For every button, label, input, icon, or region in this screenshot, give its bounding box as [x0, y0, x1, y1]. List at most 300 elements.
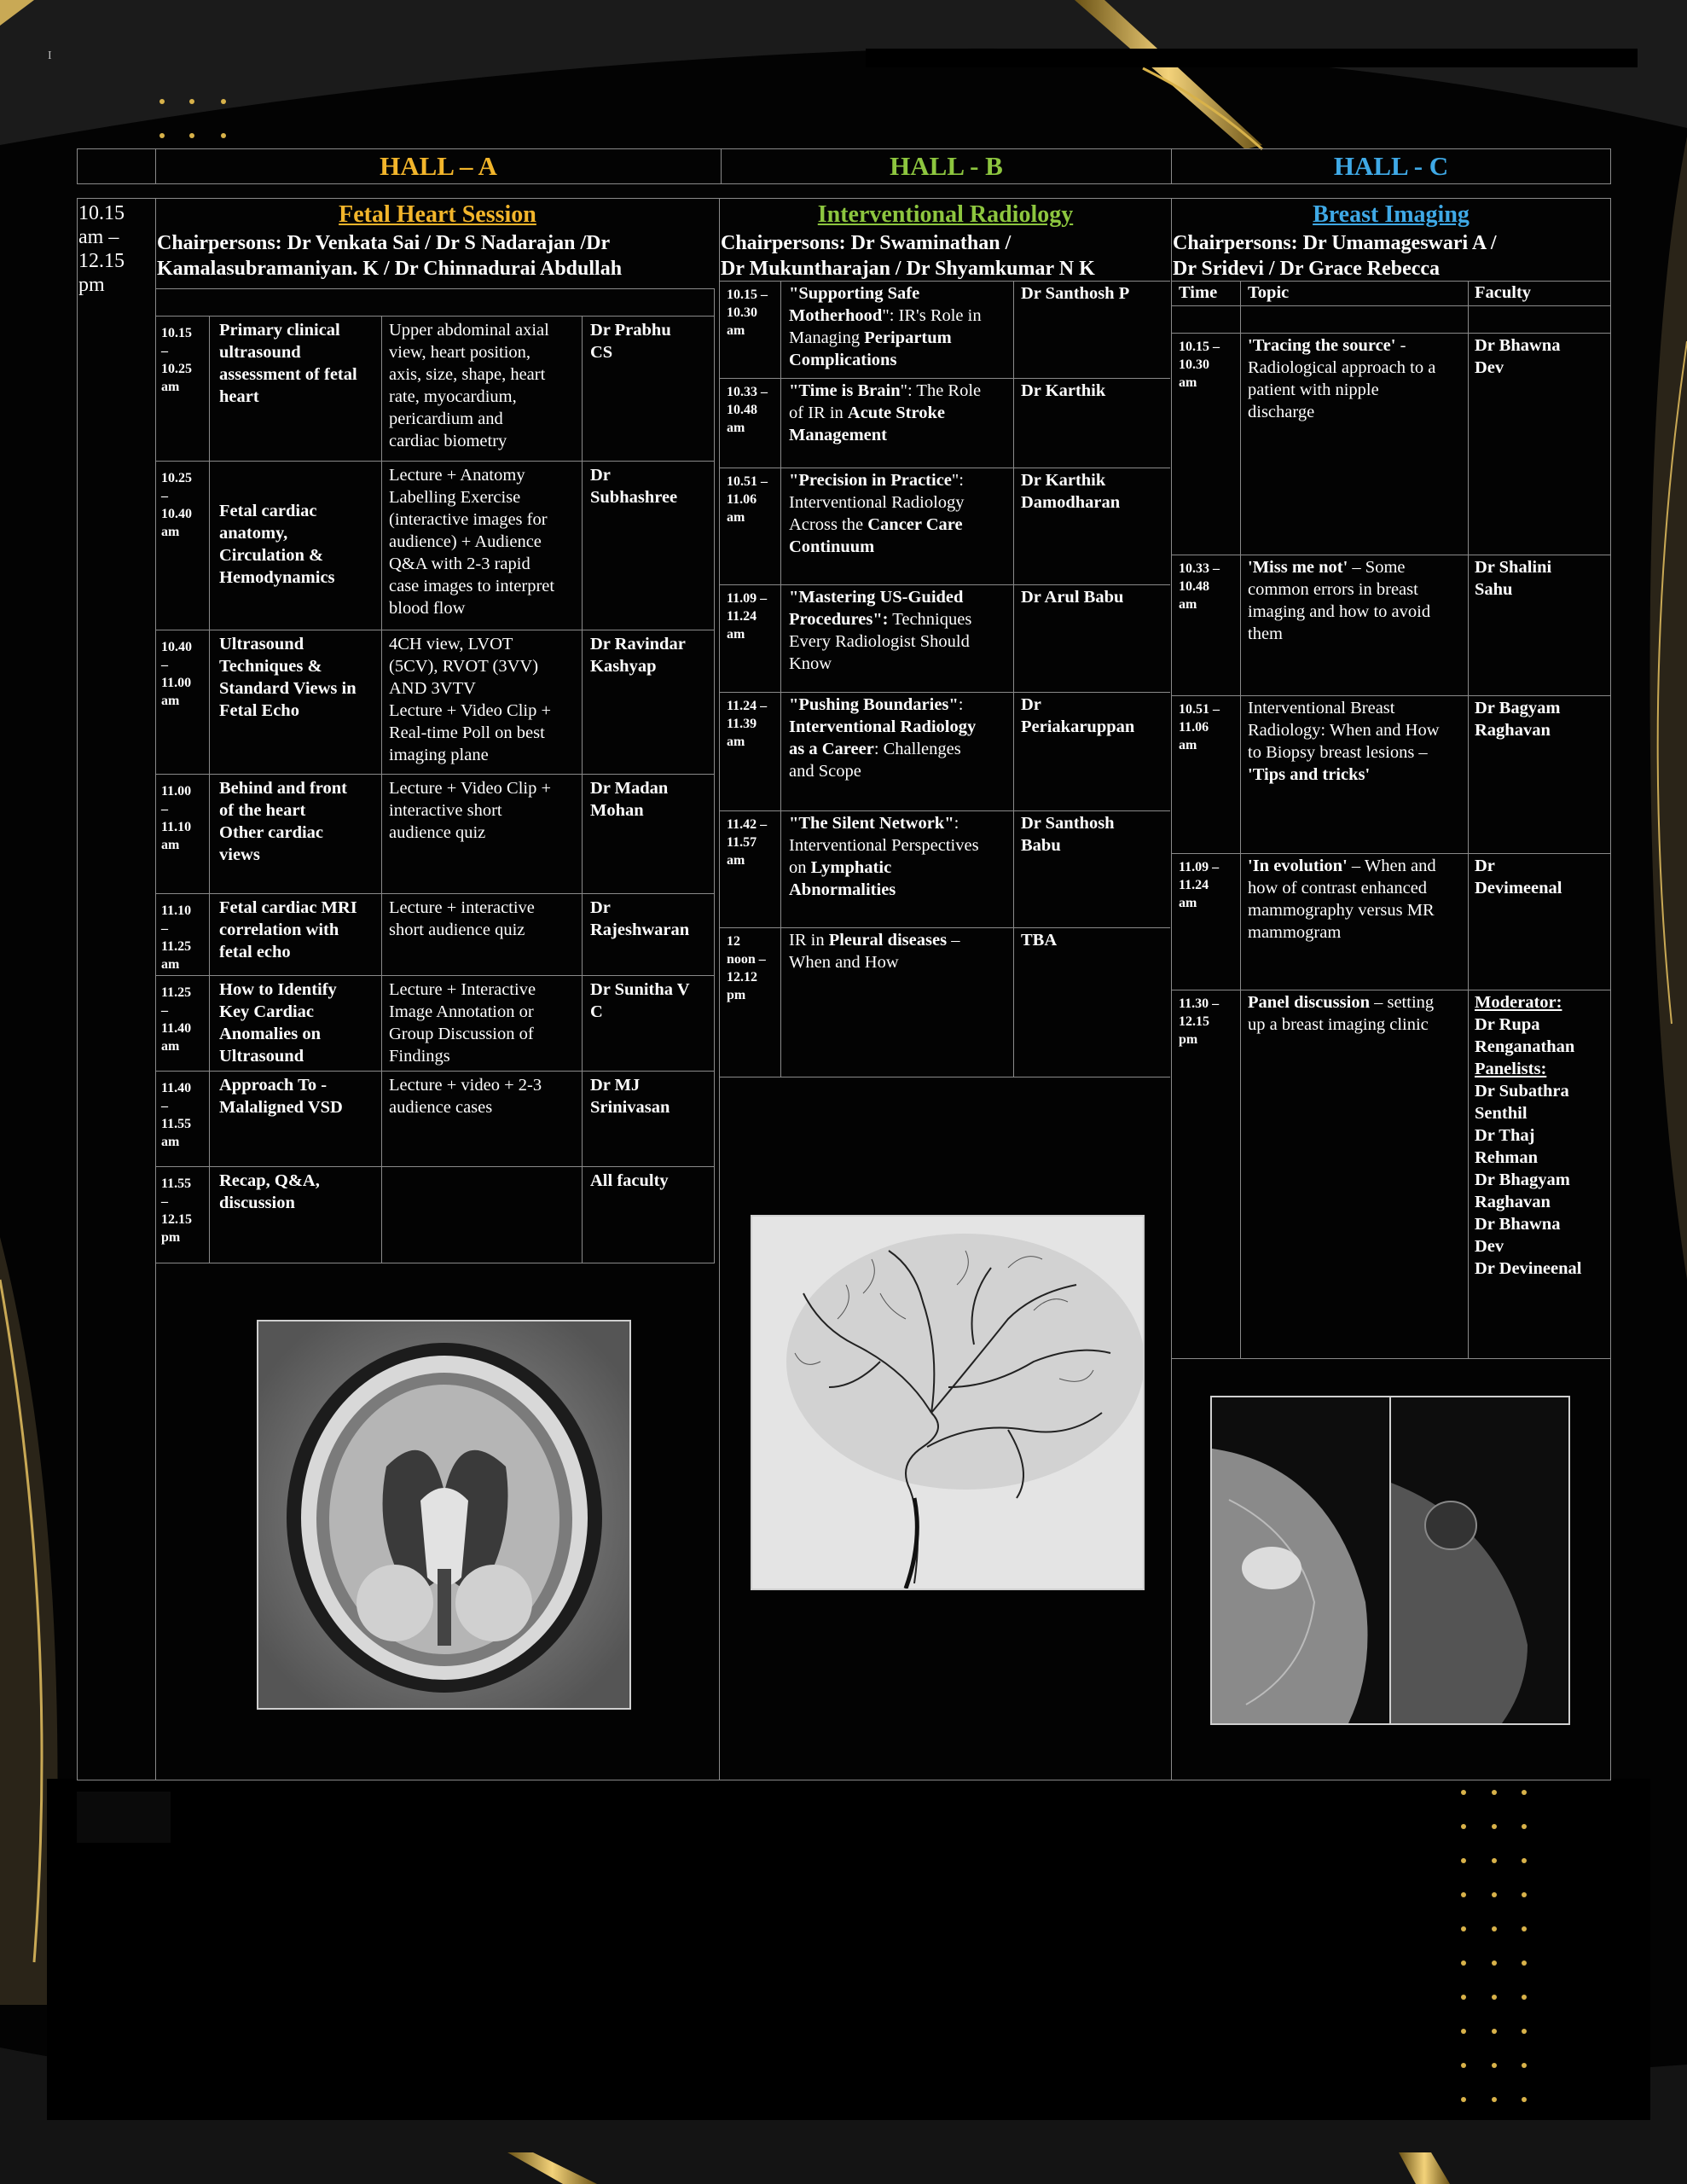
- text-line: pm: [727, 988, 746, 1002]
- text-line: When and How: [789, 953, 899, 972]
- text-line: 11.06: [727, 492, 757, 507]
- slot-faculty: [1021, 929, 1170, 951]
- text-line: 11.25: [161, 939, 192, 954]
- text-line: Procedures": Techniques: [789, 610, 972, 629]
- column-divider: [1468, 281, 1469, 1358]
- slot-topic: [789, 812, 1012, 901]
- text-line: 10.25: [161, 362, 192, 376]
- text-line: Interventional Breast: [1248, 699, 1395, 717]
- text-line: Fetal Echo: [219, 701, 299, 720]
- slot-topic: [789, 929, 1012, 973]
- slot-time: [1179, 995, 1219, 1048]
- chair-line: Dr Mukuntharajan / Dr Shyamkumar N K: [721, 258, 1095, 280]
- hall-a-session-title: Fetal Heart Session: [339, 201, 536, 228]
- text-line: patient with nipple: [1248, 380, 1379, 399]
- text-line: Dr Arul Babu: [1021, 588, 1124, 607]
- text-line: 4CH view, LVOT: [389, 635, 513, 653]
- slot-time: [161, 469, 192, 541]
- text-line: –: [161, 1003, 168, 1018]
- text-line: am: [161, 694, 180, 708]
- text-line: Findings: [389, 1047, 450, 1066]
- text-line: Dr Santhosh P: [1021, 284, 1130, 303]
- text-line: Fetal cardiac MRI: [219, 898, 357, 917]
- slot-format: [389, 777, 581, 844]
- text-line: Dr Karthik: [1021, 381, 1106, 400]
- text-line: anatomy,: [219, 524, 288, 543]
- slot-faculty: [590, 979, 710, 1023]
- column-divider: [780, 281, 781, 1077]
- text-line: pm: [1179, 1032, 1198, 1047]
- text-line: "Time is Brain": The Role: [789, 381, 982, 400]
- slot-time: [727, 816, 767, 869]
- text-line: pericardium and: [389, 410, 503, 428]
- slot-topic: [219, 1074, 380, 1118]
- text-line: to Biopsy breast lesions –: [1248, 743, 1428, 762]
- text-line: Radiology: When and How: [1248, 721, 1440, 740]
- text-line: "Supporting Safe: [789, 284, 920, 303]
- text-line: Anomalies on: [219, 1025, 322, 1043]
- text-line: Real-time Poll on best: [389, 723, 545, 742]
- text-line: C: [590, 1002, 603, 1021]
- session-time: [78, 201, 125, 297]
- slot-faculty: [590, 1170, 710, 1192]
- slot-time: [727, 590, 767, 643]
- slot-topic: [219, 633, 380, 722]
- text-line: 12.15: [161, 1212, 192, 1227]
- text-line: discharge: [1248, 403, 1315, 421]
- cerebral-angiogram-image: [751, 1215, 1145, 1590]
- text-line: Senthil: [1475, 1104, 1528, 1123]
- text-line: 10.40: [161, 507, 192, 521]
- text-line: 10.33 –: [727, 385, 768, 399]
- text-line: Hemodynamics: [219, 568, 335, 587]
- slot-faculty: [1021, 282, 1170, 305]
- text-line: All faculty: [590, 1171, 669, 1190]
- text-line: 10.15 –: [1179, 340, 1220, 354]
- text-line: Dr Bagyam: [1475, 699, 1561, 717]
- text-line: Rajeshwaran: [590, 921, 690, 939]
- chair-line: Chairpersons: Dr Swaminathan /: [721, 232, 1012, 254]
- text-line: 'In evolution' – When and: [1248, 857, 1436, 875]
- text-line: 11.57: [727, 835, 757, 850]
- slot-time: [727, 473, 768, 526]
- text-line: Dr Rupa: [1475, 1015, 1540, 1034]
- text-line: (5CV), RVOT (3VV): [389, 657, 539, 676]
- text-line: 11.09 –: [727, 591, 768, 606]
- page-mark: I: [48, 49, 52, 62]
- text-line: IR in Pleural diseases –: [789, 931, 960, 950]
- text-line: Lecture + Video Clip +: [389, 701, 552, 720]
- text-line: Dev: [1475, 358, 1504, 377]
- row-divider: [1172, 281, 1610, 282]
- text-line: Moderator:: [1475, 993, 1562, 1012]
- text-line: Dr: [1475, 857, 1495, 875]
- text-line: Lecture + Video Clip +: [389, 779, 552, 798]
- text-line: 10.51 –: [1179, 702, 1220, 717]
- text-line: Dr Ravindar: [590, 635, 686, 653]
- text-line: Recap, Q&A,: [219, 1171, 320, 1190]
- text-line: on Lymphatic: [789, 858, 892, 877]
- text-line: audience cases: [389, 1098, 493, 1117]
- text-line: pm: [161, 1230, 181, 1245]
- slot-topic: [1248, 855, 1468, 944]
- slot-topic: [1248, 991, 1468, 1036]
- slot-faculty: [1475, 556, 1609, 601]
- text-line: (interactive images for: [389, 510, 548, 529]
- text-line: –: [161, 1099, 168, 1113]
- text-line: 11.39: [727, 717, 757, 731]
- column-divider: [209, 316, 210, 1263]
- text-line: common errors in breast: [1248, 580, 1418, 599]
- text-line: how of contrast enhanced: [1248, 879, 1428, 897]
- text-line: imaging plane: [389, 746, 489, 764]
- text-line: Mohan: [590, 801, 644, 820]
- hall-c-session-title: Breast Imaging: [1313, 201, 1470, 228]
- slot-faculty: [1021, 380, 1170, 402]
- text-line: AND 3VTV: [389, 679, 476, 698]
- slot-time: [161, 1175, 192, 1246]
- text-line: 'Miss me not' – Some: [1248, 558, 1406, 577]
- column-divider: [381, 316, 382, 1263]
- text-line: imaging and how to avoid: [1248, 602, 1431, 621]
- text-line: Techniques &: [219, 657, 322, 676]
- slot-faculty: [1021, 694, 1170, 738]
- chair-line: Dr Sridevi / Dr Grace Rebecca: [1173, 258, 1441, 280]
- slot-topic: [1248, 697, 1468, 786]
- slot-faculty: [590, 633, 710, 677]
- slot-time: [1179, 560, 1220, 613]
- text-line: 10.15 –: [727, 288, 768, 302]
- text-line: view, heart position,: [389, 343, 531, 362]
- text-line: TBA: [1021, 931, 1058, 950]
- text-line: Ultrasound: [219, 1047, 304, 1066]
- slot-time: [161, 902, 191, 973]
- text-line: Dr Subathra: [1475, 1082, 1569, 1101]
- text-line: Lecture + Anatomy: [389, 466, 525, 485]
- text-line: Damodharan: [1021, 493, 1121, 512]
- text-line: am: [727, 627, 745, 642]
- text-line: noon –: [727, 952, 766, 967]
- slot-time: [727, 697, 767, 751]
- slot-time: [727, 286, 768, 340]
- session-time-line: am –: [78, 226, 119, 248]
- row-divider: [720, 927, 1170, 928]
- text-line: Interventional Radiology: [789, 717, 977, 736]
- text-line: Group Discussion of: [389, 1025, 534, 1043]
- fetal-brain-mri-image: [257, 1320, 631, 1710]
- text-line: audience) + Audience: [389, 532, 542, 551]
- text-line: views: [219, 845, 260, 864]
- row-divider: [720, 584, 1170, 585]
- slot-time: [161, 324, 192, 396]
- text-line: Dr Karthik: [1021, 471, 1106, 490]
- text-line: am: [1179, 375, 1197, 390]
- text-line: Managing Peripartum: [789, 328, 952, 347]
- text-line: Dr Thaj: [1475, 1126, 1535, 1145]
- text-line: Continuum: [789, 537, 875, 556]
- text-line: Upper abdominal axial: [389, 321, 549, 340]
- text-line: Key Cardiac: [219, 1002, 315, 1021]
- session-time-line: 12.15: [78, 250, 125, 272]
- text-line: 10.48: [1179, 579, 1209, 594]
- hall-c-chairpersons: [1173, 230, 1497, 282]
- text-line: Know: [789, 654, 832, 673]
- slot-time: [161, 1079, 191, 1151]
- text-line: Approach To -: [219, 1076, 328, 1095]
- slot-faculty: [590, 319, 710, 363]
- text-line: ultrasound: [219, 343, 301, 362]
- text-line: Dr Shalini: [1475, 558, 1552, 577]
- slot-format: [389, 897, 581, 941]
- row-divider: [156, 1166, 715, 1167]
- hall-b-session-title: Interventional Radiology: [817, 201, 1074, 228]
- text-line: Circulation &: [219, 546, 324, 565]
- slot-faculty: [1021, 469, 1170, 514]
- slot-faculty: [1475, 697, 1609, 741]
- slot-format: [389, 633, 581, 766]
- text-line: heart: [219, 387, 259, 406]
- text-line: –: [161, 658, 168, 672]
- text-line: am: [727, 323, 745, 338]
- text-line: Ultrasound: [219, 635, 304, 653]
- slot-faculty: [590, 897, 710, 941]
- text-line: audience quiz: [389, 823, 486, 842]
- row-divider: [156, 893, 715, 894]
- chair-line: Chairpersons: Dr Umamageswari A /: [1173, 232, 1497, 254]
- row-divider: [720, 281, 1170, 282]
- chair-line: Kamalasubramaniyan. K / Dr Chinnadurai Abdullah: [157, 258, 623, 280]
- text-line: –: [161, 344, 168, 358]
- text-line: 10.33 –: [1179, 561, 1220, 576]
- hall-a-chairpersons: [157, 230, 622, 282]
- text-line: am: [161, 1135, 180, 1149]
- text-line: them: [1248, 624, 1283, 643]
- text-line: Every Radiologist Should: [789, 632, 970, 651]
- text-line: as a Career: Challenges: [789, 740, 961, 758]
- text-line: Motherhood": IR's Role in: [789, 306, 982, 325]
- slot-faculty: [590, 777, 710, 822]
- text-line: 10.25: [161, 471, 192, 485]
- text-line: correlation with: [219, 921, 339, 939]
- text-line: Dr Bhawna: [1475, 1215, 1561, 1234]
- text-line: Dr Sunitha V: [590, 980, 690, 999]
- slot-topic: [219, 897, 380, 963]
- text-line: Behind and front: [219, 779, 348, 798]
- text-line: case images to interpret: [389, 577, 555, 595]
- text-line: axis, size, shape, heart: [389, 365, 546, 384]
- text-line: Dr MJ: [590, 1076, 641, 1095]
- text-line: cardiac biometry: [389, 432, 507, 450]
- slot-time: [161, 638, 192, 710]
- slot-time: [727, 383, 768, 437]
- text-line: 11.55: [161, 1117, 192, 1131]
- text-line: am: [727, 735, 745, 749]
- text-line: Sahu: [1475, 580, 1513, 599]
- text-line: Raghavan: [1475, 1193, 1551, 1211]
- text-line: 12.15: [1179, 1014, 1209, 1029]
- row-divider: [720, 378, 1170, 379]
- slot-topic: [789, 282, 1012, 371]
- text-line: 11.24: [1179, 878, 1209, 892]
- text-line: am: [161, 525, 180, 539]
- text-line: Dr Devineenal: [1475, 1259, 1582, 1278]
- text-line: Management: [789, 426, 888, 444]
- text-line: up a breast imaging clinic: [1248, 1015, 1429, 1034]
- text-line: Lecture + Interactive: [389, 980, 536, 999]
- text-line: 11.10: [161, 903, 192, 918]
- text-line: 11.24: [727, 609, 757, 624]
- text-line: Labelling Exercise: [389, 488, 521, 507]
- text-line: Kashyap: [590, 657, 657, 676]
- slot-format: [389, 979, 581, 1067]
- text-line: am: [727, 510, 745, 525]
- row-divider: [1172, 853, 1610, 854]
- text-line: blood flow: [389, 599, 466, 618]
- text-line: Complications: [789, 351, 897, 369]
- text-line: 12.12: [727, 970, 757, 985]
- text-line: 11.42 –: [727, 817, 768, 832]
- text-line: 10.51 –: [727, 474, 768, 489]
- text-line: Dr Bhawna: [1475, 336, 1561, 355]
- slot-topic: [219, 979, 380, 1067]
- text-line: Renganathan: [1475, 1037, 1575, 1056]
- text-line: am: [161, 380, 180, 394]
- text-line: 12: [727, 934, 740, 949]
- text-line: discussion: [219, 1194, 295, 1212]
- slot-topic: [789, 469, 1012, 558]
- text-line: fetal echo: [219, 943, 291, 961]
- slot-topic: [219, 777, 380, 866]
- text-line: Panel discussion – setting: [1248, 993, 1435, 1012]
- text-line: 11.09 –: [1179, 860, 1220, 874]
- slot-topic: [219, 500, 380, 589]
- slot-faculty: [1475, 855, 1609, 899]
- text-line: Dr Bhagyam: [1475, 1170, 1570, 1189]
- text-line: 11.40: [161, 1021, 192, 1036]
- row-divider: [156, 288, 715, 289]
- text-line: 10.40: [161, 640, 192, 654]
- text-line: mammogram: [1248, 923, 1342, 942]
- text-line: "Pushing Boundaries":: [789, 695, 964, 714]
- slot-topic: [1248, 556, 1468, 645]
- slot-faculty: [1021, 812, 1170, 857]
- text-line: of the heart: [219, 801, 306, 820]
- row-divider: [156, 316, 715, 317]
- row-divider: [1172, 1358, 1610, 1359]
- text-line: Rehman: [1475, 1148, 1539, 1167]
- text-line: Q&A with 2-3 rapid: [389, 555, 530, 573]
- text-line: Subhashree: [590, 488, 678, 507]
- row-divider: [156, 975, 715, 976]
- text-line: Dr Santhosh: [1021, 814, 1115, 833]
- text-line: assessment of fetal: [219, 365, 357, 384]
- text-line: "The Silent Network":: [789, 814, 959, 833]
- text-line: 10.30: [1179, 357, 1209, 372]
- text-line: am: [727, 421, 745, 435]
- text-line: Devimeenal: [1475, 879, 1562, 897]
- text-line: 11.06: [1179, 720, 1209, 735]
- text-line: How to Identify: [219, 980, 337, 999]
- slot-topic: [789, 586, 1012, 675]
- text-line: Other cardiac: [219, 823, 324, 842]
- text-line: of IR in Acute Stroke: [789, 404, 945, 422]
- row-divider: [156, 774, 715, 775]
- text-line: Dr: [1021, 695, 1041, 714]
- text-line: Interventional Radiology: [789, 493, 965, 512]
- text-line: am: [1179, 896, 1197, 910]
- text-line: am: [727, 853, 745, 868]
- slot-format: [389, 319, 581, 452]
- column-divider: [582, 316, 583, 1263]
- column-divider: [714, 288, 715, 1263]
- text-line: –: [161, 489, 168, 503]
- row-divider: [156, 1071, 715, 1072]
- text-line: 10.30: [727, 305, 757, 320]
- text-line: short audience quiz: [389, 921, 525, 939]
- text-line: Lecture + interactive: [389, 898, 535, 917]
- slot-format: [389, 464, 581, 619]
- slot-faculty: [1475, 991, 1609, 1280]
- text-line: mammography versus MR: [1248, 901, 1435, 920]
- text-line: Dr: [590, 466, 611, 485]
- text-line: 11.10: [161, 820, 192, 834]
- text-line: Periakaruppan: [1021, 717, 1135, 736]
- hall-c-heading: HALL - C: [1333, 151, 1449, 181]
- text-line: Lecture + video + 2-3: [389, 1076, 542, 1095]
- slot-faculty: [1475, 334, 1609, 379]
- row-divider: [1172, 305, 1610, 306]
- text-line: and Scope: [789, 762, 861, 781]
- text-line: Dr: [590, 898, 611, 917]
- text-line: Srinivasan: [590, 1098, 670, 1117]
- text-line: Primary clinical: [219, 321, 340, 340]
- text-line: rate, myocardium,: [389, 387, 517, 406]
- hall-c-header-time: Time: [1179, 283, 1218, 302]
- text-line: 'Tips and tricks': [1248, 765, 1371, 784]
- text-line: interactive short: [389, 801, 502, 820]
- text-line: 11.00: [161, 676, 192, 690]
- text-line: Panelists:: [1475, 1060, 1547, 1078]
- text-line: 'Tracing the source' -: [1248, 336, 1406, 355]
- hall-c-header-faculty: Faculty: [1475, 283, 1532, 302]
- text-line: 11.00: [161, 784, 192, 799]
- text-line: Dr Madan: [590, 779, 669, 798]
- session-time-line: 10.15: [78, 202, 125, 224]
- text-line: 11.30 –: [1179, 996, 1220, 1011]
- session-time-line: pm: [78, 274, 105, 296]
- slot-time: [161, 984, 191, 1055]
- text-line: –: [161, 802, 168, 816]
- slot-topic: [789, 380, 1012, 446]
- text-line: 11.25: [161, 985, 192, 1000]
- text-line: Interventional Perspectives: [789, 836, 979, 855]
- hall-b-chairpersons: [721, 230, 1095, 282]
- column-divider: [1240, 281, 1241, 1358]
- text-line: CS: [590, 343, 613, 362]
- text-line: Babu: [1021, 836, 1061, 855]
- row-divider: [720, 810, 1170, 811]
- text-line: am: [161, 957, 180, 972]
- text-line: 11.24 –: [727, 699, 768, 713]
- text-line: Standard Views in: [219, 679, 357, 698]
- text-line: 11.55: [161, 1176, 192, 1191]
- row-divider: [720, 692, 1170, 693]
- row-divider: [1172, 333, 1610, 334]
- text-line: Fetal cardiac: [219, 502, 317, 520]
- text-line: am: [1179, 738, 1197, 752]
- chair-line: Chairpersons: Dr Venkata Sai / Dr S Nadarajan /Dr: [157, 232, 611, 254]
- text-line: 10.15: [161, 326, 192, 340]
